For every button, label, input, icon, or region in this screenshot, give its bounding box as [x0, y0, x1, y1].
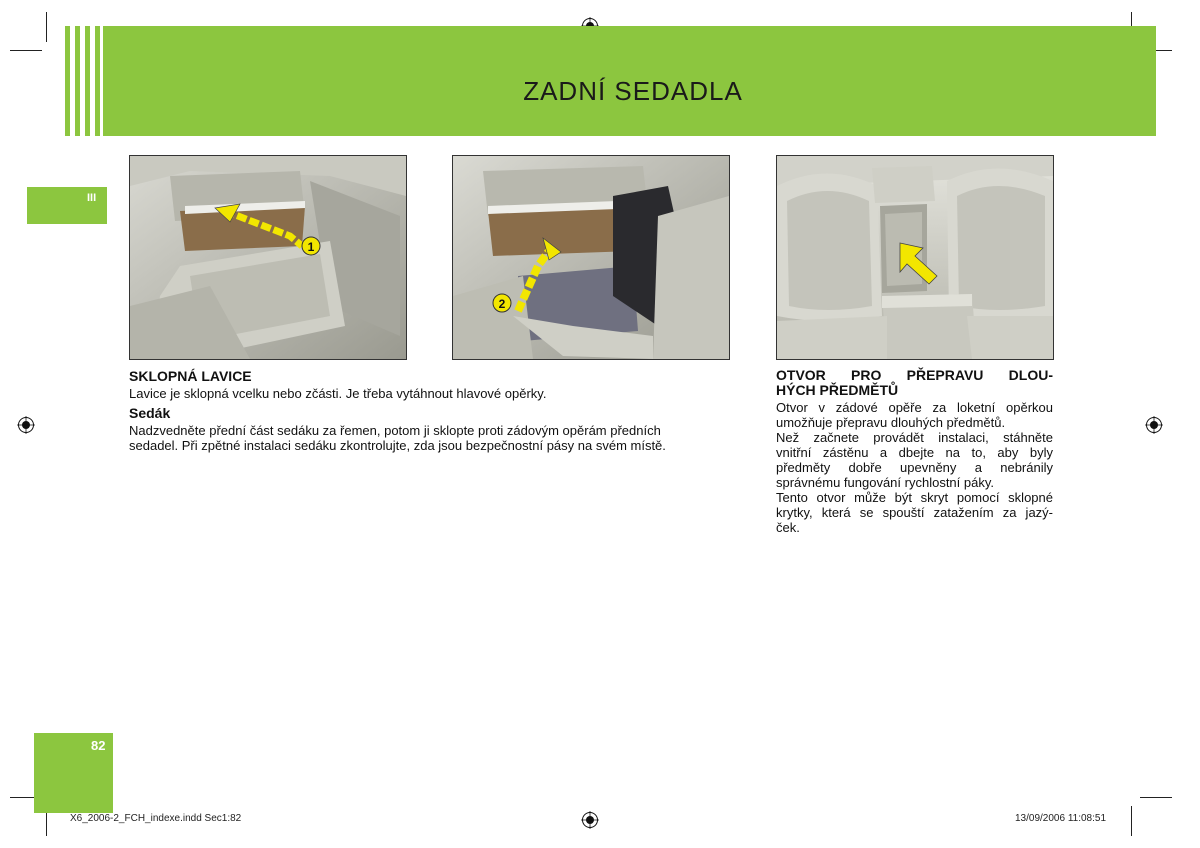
section-heading-otvor-cont: HÝCH PŘEDMĚTŮ: [776, 382, 899, 398]
registration-mark-icon: [17, 416, 35, 434]
crop-mark: [46, 12, 47, 42]
crop-mark: [10, 50, 42, 51]
registration-mark-icon: [1145, 416, 1163, 434]
header-stripe: [85, 26, 90, 136]
subheading-sedak: Sedák: [129, 405, 171, 421]
paragraph-1: [776, 400, 1053, 430]
footer-date: 13/09/2006 11:08:51: [1015, 813, 1107, 824]
text-line: Tento otvor může být skryt pomocí sklopné: [776, 490, 1053, 505]
chapter-label: III: [87, 192, 97, 204]
page-title: ZADNÍ SEDADLA: [523, 76, 743, 106]
crop-mark: [1131, 806, 1132, 836]
header-stripe: [65, 26, 70, 136]
header-stripe: [103, 26, 110, 136]
section-body: [129, 423, 729, 453]
section-heading-sklopna-lavice: SKLOPNÁ LAVICE: [129, 368, 252, 384]
chapter-tab: [27, 187, 107, 224]
section-heading-otvor: OTVOR PRO PŘEPRAVU DLOU-: [776, 367, 1053, 383]
text-line: předměty dobře upevněny a nebránily: [776, 460, 1053, 475]
text-line: umožňuje přepravu dlouhých předmětů.: [776, 415, 1006, 430]
text-line: Než začnete provádět instalaci, stáhněte: [776, 430, 1053, 445]
paragraph-2: [776, 430, 1053, 490]
footer-file-info: X6_2006-2_FCH_indexe.indd Sec1:82: [70, 813, 242, 824]
photo-rear-armrest-opening: [776, 155, 1054, 360]
body-line: Nadzvedněte přední část sedáku za řemen, potom ji sklopte proti zádovým opěrám předních: [129, 423, 661, 438]
text-line: správnému fungování rychlostní páky.: [776, 475, 994, 490]
text-line: Otvor v zádové opěře za loketní opěrkou: [776, 400, 1053, 415]
page-number-block: [34, 733, 113, 813]
page-number: 82: [91, 738, 106, 753]
text-line: krytky, která se spouští zatažením za jazý-: [776, 505, 1053, 520]
header-band: [110, 26, 1156, 136]
callout-number: 2: [498, 297, 506, 311]
crop-mark: [1140, 797, 1172, 798]
header-stripe: [95, 26, 100, 136]
paragraph-3: [776, 490, 1053, 535]
header-stripe: [75, 26, 80, 136]
right-section: [776, 368, 1053, 535]
callout-number: 1: [307, 240, 315, 254]
text-line: ček.: [776, 520, 800, 535]
photo-seat-folding-2: [452, 155, 730, 360]
body-line: sedadel. Při zpětné instalaci sedáku zkontrolujte, zda jsou bezpečnostní pásy na svém místě.: [129, 438, 666, 453]
registration-mark-icon: [581, 811, 599, 829]
text-line: vnitřní zástěnu a dbejte na to, aby byly: [776, 445, 1053, 460]
section-intro: Lavice je sklopná vcelku nebo zčásti. Je třeba vytáhnout hlavové opěrky.: [129, 386, 547, 401]
photo-seat-folding-1: [129, 155, 407, 360]
